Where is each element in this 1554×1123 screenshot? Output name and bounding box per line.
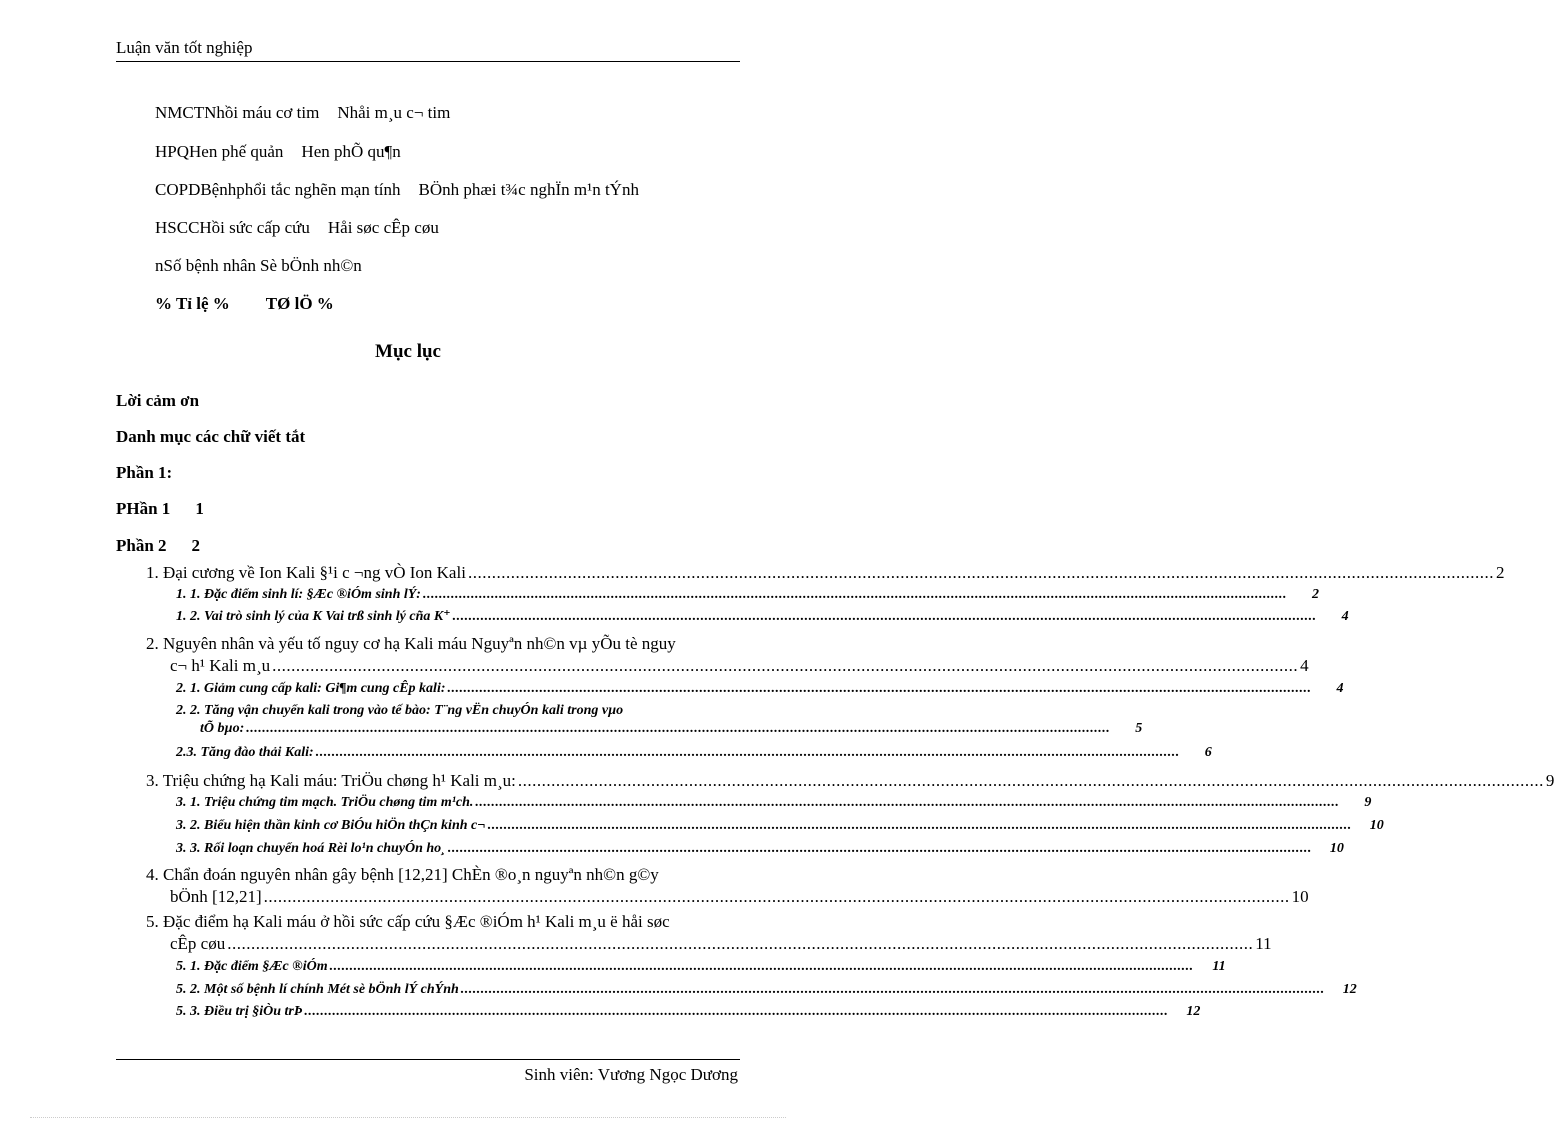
part-label: Phần 2 bbox=[116, 536, 167, 555]
toc-entry-text: 4. Chẩn đoán nguyên nhân gây bệnh [12,21] ChÈn ®o¸n nguyªn nh©n g©y bbox=[146, 865, 659, 884]
dot-leader: ........................................................................................................................................................................................................................ bbox=[447, 681, 1312, 696]
toc-subentry-page: 12 bbox=[1342, 982, 1357, 997]
toc-subentry-page: 10 bbox=[1369, 818, 1384, 833]
abbreviation-text: nSố bệnh nhân bbox=[155, 256, 257, 275]
toc-entry-3[interactable] bbox=[146, 770, 1554, 792]
toc-subentry-text: 2. 1. Giảm cung cấp kali: Gi¶m cung cÊp kali: bbox=[176, 681, 446, 696]
toc-entry-text-continued: cÊp cøu bbox=[170, 934, 226, 953]
dot-leader: ........................................................................................................................................................................................................................ bbox=[447, 841, 1312, 856]
toc-entry-2-3[interactable] bbox=[176, 744, 1212, 762]
toc-subentry-text: 5. 1. Đặc điểm §Æc ®iÓm bbox=[176, 959, 328, 974]
toc-subentry-page: 4 bbox=[1341, 609, 1349, 624]
abbreviation-text: COPDBệnhphổi tắc nghẽn mạn tính bbox=[155, 180, 401, 199]
toc-heading-abbreviations[interactable]: Danh mục các chữ viết tắt bbox=[116, 427, 306, 446]
toc-entry-page: 9 bbox=[1545, 771, 1554, 790]
abbreviation-legacy-text: Håi søc cÊp cøu bbox=[327, 218, 439, 237]
abbreviation-n bbox=[155, 256, 362, 276]
toc-subentry-text: 3. 1. Triệu chứng tim mạch. TriÖu chøng tim m¹ch. bbox=[176, 795, 474, 810]
abbreviation-text: NMCTNhồi máu cơ tim bbox=[155, 103, 320, 122]
abbreviation-legacy-text: Sè bÖnh nh©n bbox=[260, 256, 362, 275]
page-footer: Sinh viên: Vương Ngọc Dương bbox=[524, 1065, 738, 1084]
toc-entry-4[interactable] bbox=[146, 864, 1309, 908]
dot-leader: ........................................................................................................................................................................................................................ bbox=[329, 959, 1194, 974]
toc-entry-page: 11 bbox=[1255, 934, 1272, 953]
toc-entry-2[interactable] bbox=[146, 633, 1309, 677]
dot-leader: ........................................................................................................................................................................................................................ bbox=[246, 721, 1111, 736]
toc-subentry-page: 4 bbox=[1336, 681, 1344, 696]
toc-subentry-text: 5. 3. Điều trị §iÒu trÞ bbox=[176, 1004, 303, 1019]
toc-subentry-text-continued: tÕ bµo: bbox=[200, 721, 245, 736]
toc-subentry-page: 12 bbox=[1186, 1004, 1201, 1019]
toc-subentry-page: 2 bbox=[1311, 587, 1319, 602]
toc-entry-page: 2 bbox=[1495, 563, 1505, 582]
toc-subentry-page: 6 bbox=[1204, 745, 1212, 760]
toc-subentry-text: 5. 2. Một số bệnh lí chính Mét sè bÖnh lÝ chÝnh bbox=[176, 982, 459, 997]
part-page: 2 bbox=[191, 536, 201, 555]
toc-entry-text: 5. Đặc điểm hạ Kali máu ở hồi sức cấp cứu §Æc ®iÓm h¹ Kali m¸u ë håi søc bbox=[146, 912, 670, 931]
abbreviation-copd bbox=[155, 180, 639, 200]
toc-entry-page: 4 bbox=[1300, 656, 1309, 675]
dot-leader: ........................................................................................................................................................................................................................ bbox=[517, 771, 1544, 790]
part-label: PHần 1 bbox=[116, 499, 171, 518]
abbreviation-hscc bbox=[155, 218, 439, 238]
dot-leader: ........................................................................................................................................................................................................................ bbox=[475, 795, 1340, 810]
dot-leader: ........................................................................................................................................................................................................................ bbox=[467, 563, 1494, 582]
toc-entry-3-3[interactable] bbox=[176, 840, 1344, 858]
abbreviation-percent bbox=[155, 294, 334, 314]
toc-entry-text: 1. Đại cương về Ion Kali §¹i c ¬ng vÒ Ion Kali bbox=[146, 563, 466, 582]
footer-divider bbox=[116, 1059, 740, 1060]
toc-subentry-text: 2.3. Tăng đào thải Kali: bbox=[176, 745, 314, 760]
toc-entry-text: 3. Triệu chứng hạ Kali máu: TriÖu chøng h¹ Kali m¸u: bbox=[146, 771, 516, 790]
toc-subentry-page: 9 bbox=[1364, 795, 1372, 810]
toc-subentry-text: 3. 2. Biểu hiện thần kinh cơ BiÓu hiÖn thÇn kinh c¬ bbox=[176, 818, 486, 833]
abbreviation-legacy-text: Nhåi m¸u c¬ tim bbox=[337, 103, 451, 122]
toc-entry-page: 10 bbox=[1291, 887, 1309, 906]
page-header: Luận văn tốt nghiệp bbox=[116, 38, 253, 57]
toc-subentry-text: 2. 2. Tăng vận chuyển kali trong vào tế bào: T¨ng vËn chuyÓn kali trong vµo bbox=[176, 703, 624, 718]
toc-heading-acknowledgements[interactable]: Lời cảm ơn bbox=[116, 391, 200, 410]
toc-subentry-text: 1. 2. Vai trò sinh lý của K Vai trß sinh lý cña K⁺ bbox=[176, 609, 451, 624]
part-page: 1 bbox=[195, 499, 204, 518]
abbreviation-legacy-text: BÖnh phæi t¾c nghÏn m¹n tÝnh bbox=[418, 180, 639, 199]
toc-heading-part1[interactable]: Phần 1: bbox=[116, 463, 173, 482]
toc-heading-part2-page[interactable] bbox=[116, 536, 200, 556]
dot-leader: ........................................................................................................................................................................................................................ bbox=[272, 656, 1299, 675]
toc-subentry-text: 3. 3. Rối loạn chuyển hoá Rèi lo¹n chuyÓn ho¸ bbox=[176, 841, 446, 856]
toc-subentry-page: 11 bbox=[1212, 959, 1226, 974]
toc-entry-5[interactable] bbox=[146, 911, 1272, 955]
toc-title: Mục lục bbox=[375, 341, 441, 362]
dot-leader: ........................................................................................................................................................................................................................ bbox=[422, 587, 1287, 602]
toc-entry-text-continued: bÖnh [12,21] bbox=[170, 887, 262, 906]
toc-entry-2-1[interactable] bbox=[176, 680, 1344, 698]
abbreviation-text: HSCCHồi sức cấp cứu bbox=[155, 218, 310, 237]
toc-entry-5-3[interactable] bbox=[176, 1003, 1201, 1021]
dot-leader: ........................................................................................................................................................................................................................ bbox=[304, 1004, 1169, 1019]
toc-subentry-text: 1. 1. Đặc điểm sinh lí: §Æc ®iÓm sinh lÝ: bbox=[176, 587, 421, 602]
dot-leader: ........................................................................................................................................................................................................................ bbox=[227, 934, 1254, 953]
abbreviation-hpq bbox=[155, 142, 401, 162]
header-divider bbox=[116, 61, 740, 62]
dot-leader: ........................................................................................................................................................................................................................ bbox=[263, 887, 1290, 906]
toc-entry-1-2[interactable] bbox=[176, 608, 1349, 626]
toc-entry-1-1[interactable] bbox=[176, 586, 1319, 604]
abbreviation-legacy-text: TØ lÖ % bbox=[265, 294, 334, 313]
dot-leader: ........................................................................................................................................................................................................................ bbox=[487, 818, 1352, 833]
toc-heading-part1-page[interactable] bbox=[116, 499, 204, 519]
dot-leader: ........................................................................................................................................................................................................................ bbox=[460, 982, 1325, 997]
toc-subentry-page: 10 bbox=[1329, 841, 1344, 856]
toc-entry-5-2[interactable] bbox=[176, 981, 1357, 999]
page-bottom-border bbox=[30, 1117, 786, 1118]
toc-subentry-page: 5 bbox=[1135, 721, 1143, 736]
toc-entry-3-2[interactable] bbox=[176, 817, 1384, 835]
toc-entry-2-2[interactable] bbox=[176, 702, 1143, 738]
toc-entry-text: 2. Nguyên nhân và yếu tố nguy cơ hạ Kali máu Nguyªn nh©n vµ yÕu tè nguy bbox=[146, 634, 676, 653]
abbreviation-nmct bbox=[155, 103, 450, 123]
dot-leader: ........................................................................................................................................................................................................................ bbox=[315, 745, 1180, 760]
toc-entry-5-1[interactable] bbox=[176, 958, 1226, 976]
toc-entry-1[interactable] bbox=[146, 562, 1505, 584]
dot-leader: ........................................................................................................................................................................................................................ bbox=[452, 609, 1317, 624]
abbreviation-legacy-text: Hen phÕ qu¶n bbox=[301, 142, 401, 161]
abbreviation-text: HPQHen phế quản bbox=[155, 142, 284, 161]
abbreviation-text: % Tỉ lệ % bbox=[155, 294, 230, 313]
toc-entry-3-1[interactable] bbox=[176, 794, 1372, 812]
toc-entry-text-continued: c¬ h¹ Kali m¸u bbox=[170, 656, 271, 675]
